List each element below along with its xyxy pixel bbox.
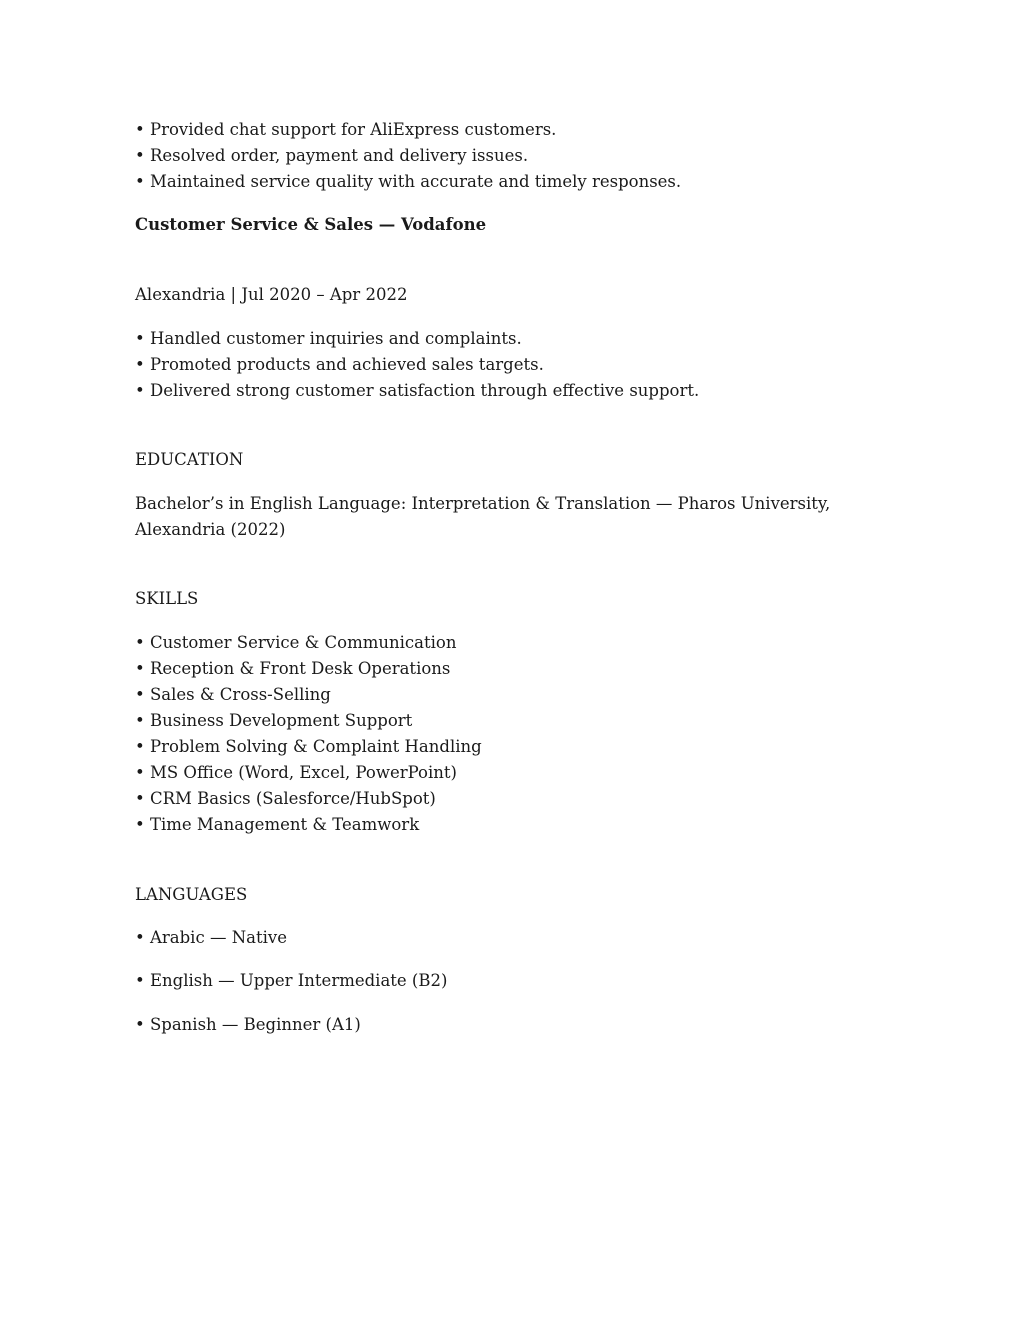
skill-item: • Reception & Front Desk Operations	[135, 659, 451, 678]
education-line: Alexandria (2022)	[135, 520, 286, 539]
education-heading: EDUCATION	[135, 450, 244, 469]
skill-item: • Problem Solving & Complaint Handling	[135, 737, 482, 756]
job-title: Customer Service & Sales — Vodafone	[135, 215, 487, 234]
skills-list	[135, 630, 482, 838]
skill-item: • Time Management & Teamwork	[135, 815, 420, 834]
language-item: • English — Upper Intermediate (B2)	[135, 971, 448, 990]
skill-item: • CRM Basics (Salesforce/HubSpot)	[135, 789, 436, 808]
bullet-item: • Provided chat support for AliExpress customers.	[135, 120, 557, 139]
education-entry	[135, 491, 830, 543]
language-item: • Arabic — Native	[135, 928, 287, 947]
bullet-item: • Promoted products and achieved sales targets.	[135, 355, 544, 374]
skill-item: • Sales & Cross-Selling	[135, 685, 331, 704]
bullet-item: • Resolved order, payment and delivery issues.	[135, 146, 529, 165]
skills-heading: SKILLS	[135, 589, 199, 608]
aliexpress-bullets	[135, 117, 681, 195]
job-location-dates: Alexandria | Jul 2020 – Apr 2022	[135, 285, 408, 304]
bullet-item: • Delivered strong customer satisfaction through effective support.	[135, 381, 700, 400]
languages-heading: LANGUAGES	[135, 885, 248, 904]
vodafone-bullets	[135, 326, 699, 404]
skill-item: • Customer Service & Communication	[135, 633, 457, 652]
skill-item: • MS Office (Word, Excel, PowerPoint)	[135, 763, 457, 782]
bullet-item: • Maintained service quality with accurate and timely responses.	[135, 172, 682, 191]
education-line: Bachelor’s in English Language: Interpretation & Translation — Pharos University,	[135, 494, 831, 513]
skill-item: • Business Development Support	[135, 711, 413, 730]
bullet-item: • Handled customer inquiries and complaints.	[135, 329, 522, 348]
language-item: • Spanish — Beginner (A1)	[135, 1015, 361, 1034]
